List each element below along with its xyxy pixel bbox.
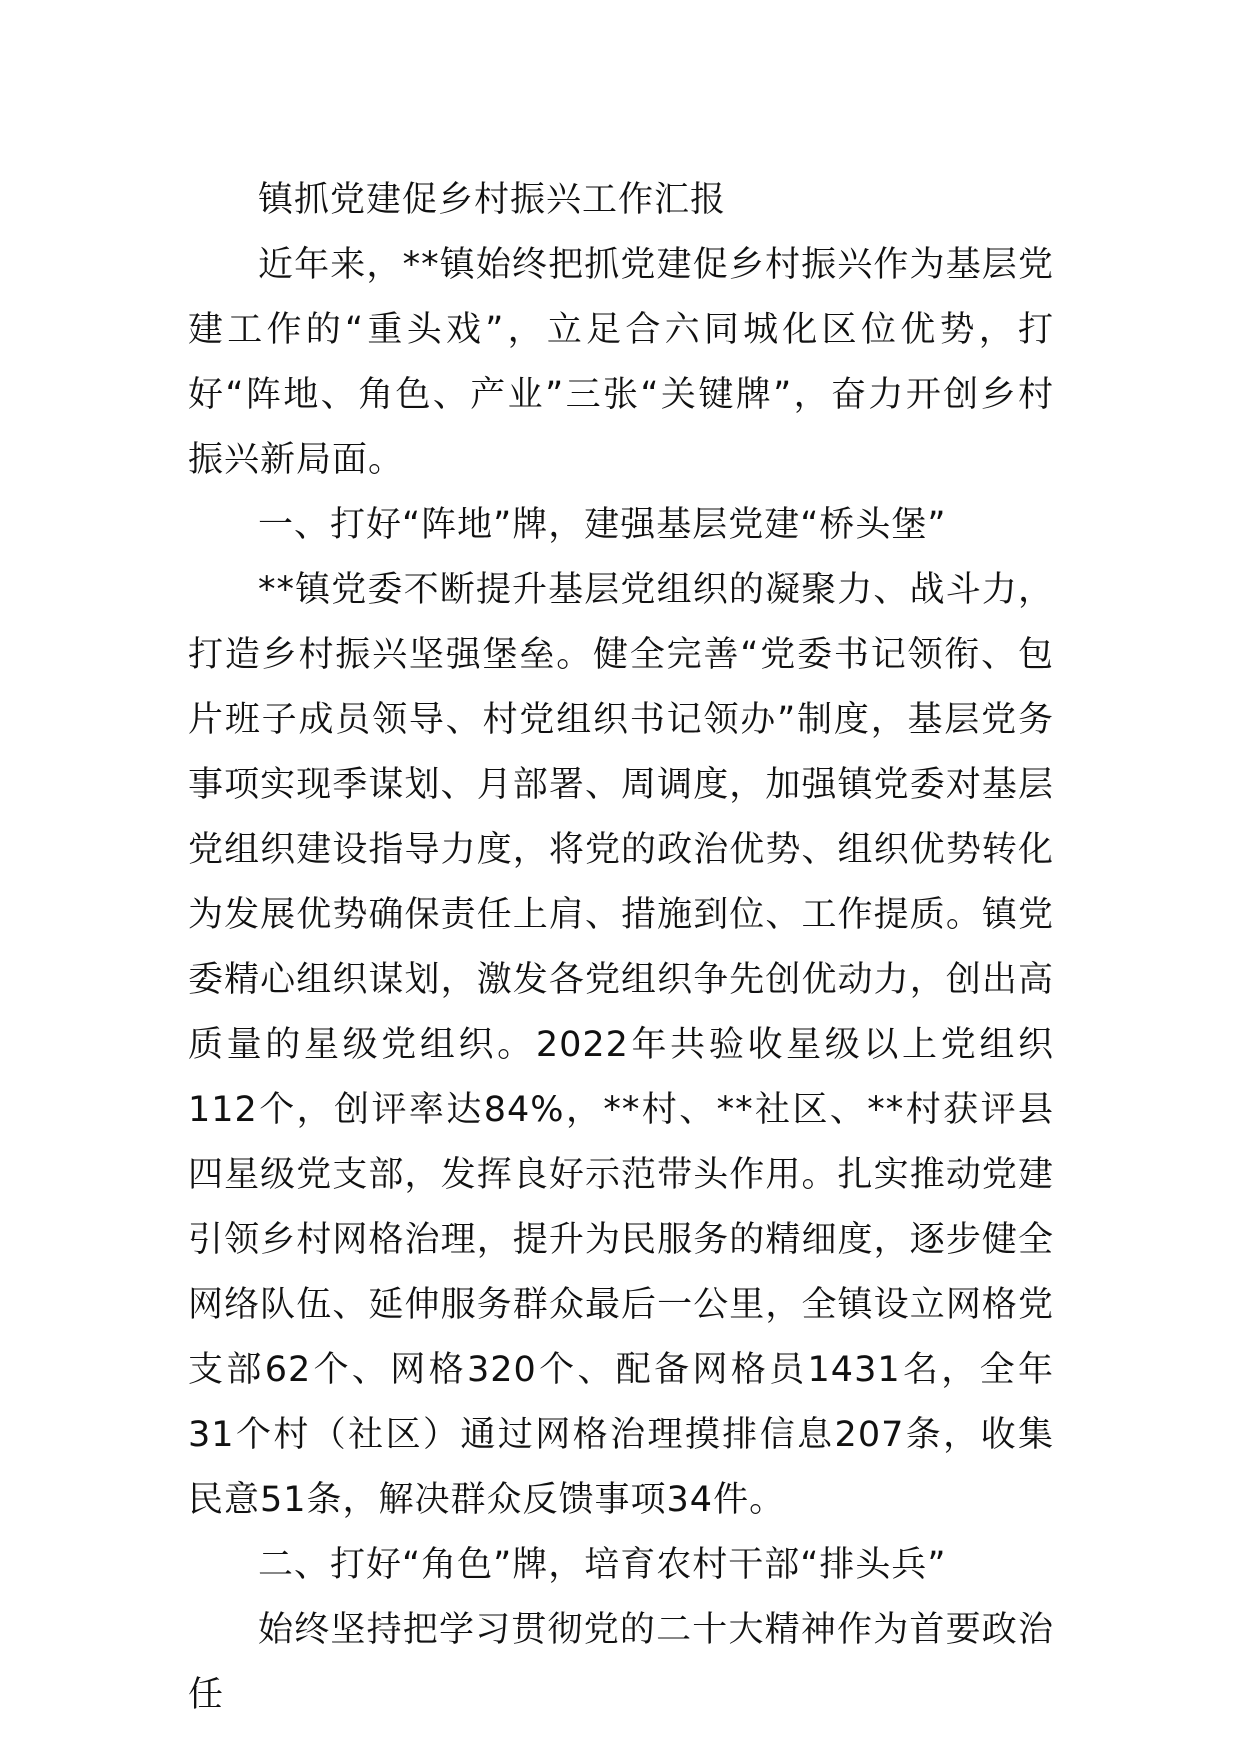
section-heading-2: 二、打好“角色”牌，培育农村干部“排头兵” [258, 1545, 947, 1585]
section-heading-1: 一、打好“阵地”牌，建强基层党建“桥头堡” [258, 505, 947, 545]
intro-paragraph: 近年来，**镇始终把抓党建促乡村振兴作为基层党建工作的“重头戏”，立足合六同城化区位优势，打好“阵地、角色、产业”三张“关键牌”，奋力开创乡村振兴新局面。 [188, 245, 1054, 480]
section-2-paragraph: 始终坚持把学习贯彻党的二十大精神作为首要政治任 [188, 1610, 1054, 1715]
document-body [188, 168, 1054, 1728]
section-1-paragraph: **镇党委不断提升基层党组织的凝聚力、战斗力，打造乡村振兴坚强堡垒。健全完善“党委书记领衔、包片班子成员领导、村党组织书记领办”制度，基层党务事项实现季谋划、月部署、周调度，加强镇党委对基层党组织建设指导力度，将党的政治优势、组织优势转化为发展优势确保责任上肩、措施到位、工作提质。镇党委精心组织谋划，激发各党组织争先创优动力，创出高质量的星级党组织。2022年共验收星级以上党组织112个，创评率达84%，**村、**社区、**村获评县四星级党支部，发挥良好示范带头作用。扎实推动党建引领乡村网格治理，提升为民服务的精细度，逐步健全网络队伍、延伸服务群众最后一公里，全镇设立网格党支部62个、网格320个、配备网格员1431名，全年31个村（社区）通过网格治理摸排信息207条，收集民意51条，解决群众反馈事项34件。 [188, 570, 1054, 1520]
document-title: 镇抓党建促乡村振兴工作汇报 [258, 180, 727, 220]
